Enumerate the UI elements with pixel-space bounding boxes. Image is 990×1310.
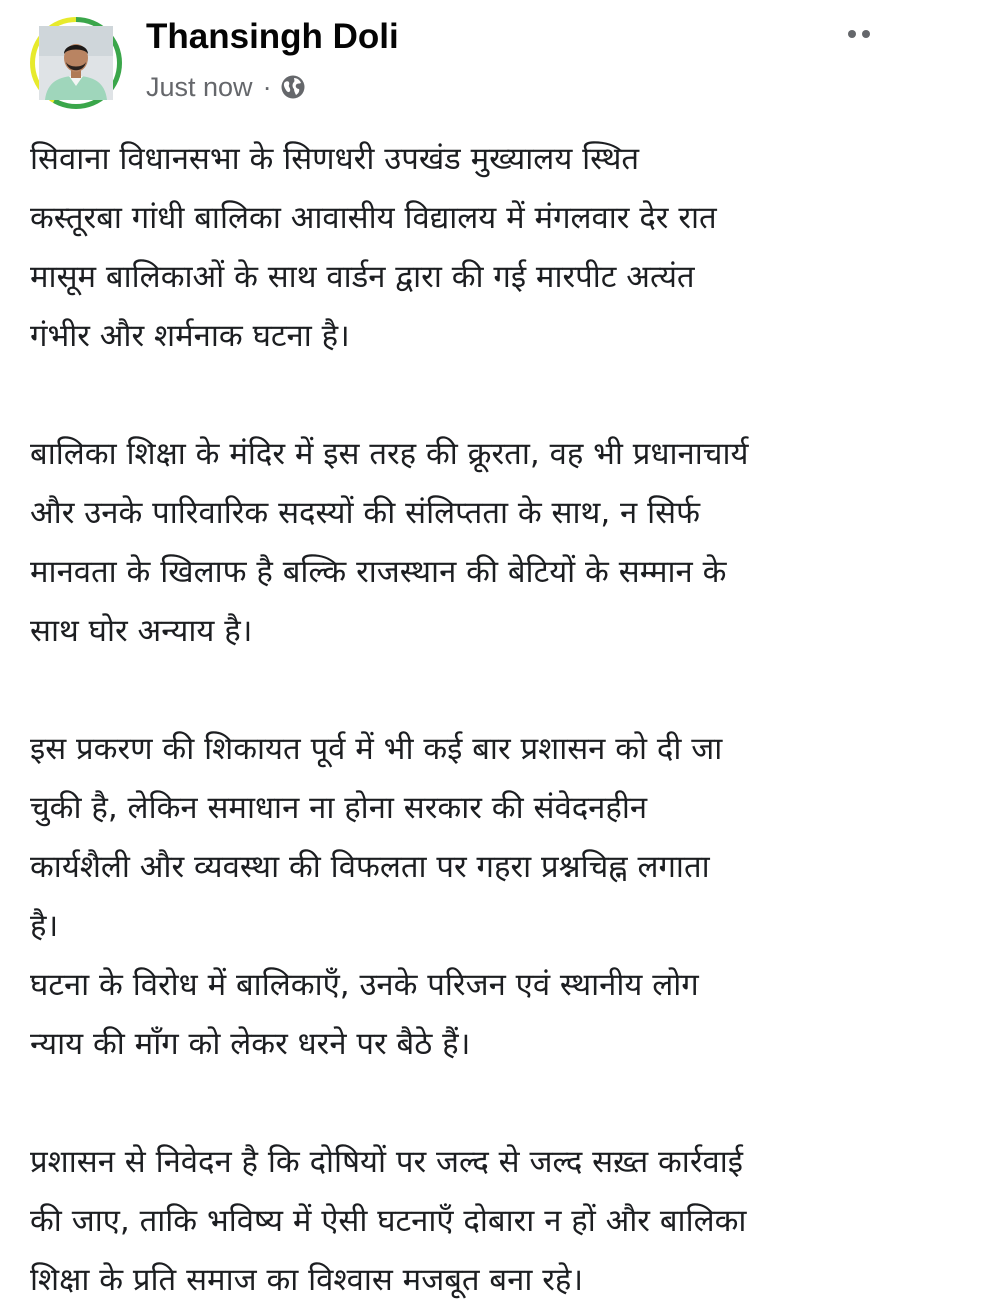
body-line: सिवाना विधानसभा के सिणधरी उपखंड मुख्यालय स्थित (30, 141, 640, 177)
post-header (0, 0, 873, 120)
body-line: घटना के विरोध में बालिकाएँ, उनके परिजन एवं स्थानीय लोग (30, 967, 699, 1003)
body-line: चुकी है, लेकिन समाधान ना होना सरकार की संवेदनहीन (30, 790, 648, 826)
avatar[interactable] (30, 17, 122, 109)
profile-photo-image (39, 26, 113, 100)
body-line: इस प्रकरण की शिकायत पूर्व में भी कई बार प्रशासन को दी जा (30, 731, 723, 767)
body-line: शिक्षा के प्रति समाज का विश्वास मजबूत बना रहे। (30, 1262, 584, 1298)
post-meta (146, 70, 306, 104)
body-line: गंभीर और शर्मनाक घटना है। (30, 318, 350, 354)
globe-icon[interactable] (280, 74, 306, 100)
body-line: है। (30, 908, 59, 944)
body-line: बालिका शिक्षा के मंदिर में इस तरह की क्रूरता, वह भी प्रधानाचार्य (30, 436, 749, 472)
author-name[interactable]: Thansingh Doli (146, 17, 399, 56)
post-body (30, 130, 990, 1310)
body-line: मासूम बालिकाओं के साथ वार्डन द्वारा की गई मारपीट अत्यंत (30, 259, 695, 295)
timestamp[interactable]: Just now (146, 71, 253, 102)
paragraph-gap (30, 366, 990, 425)
body-line: की जाए, ताकि भविष्य में ऐसी घटनाएँ दोबारा न हों और बालिका (30, 1203, 747, 1239)
more-dot (848, 30, 856, 38)
body-line: साथ घोर अन्याय है। (30, 613, 253, 649)
paragraph-gap (30, 661, 990, 720)
body-line: मानवता के खिलाफ है बल्कि राजस्थान की बेटियों के सम्मान के (30, 554, 727, 590)
meta-separator: · (262, 71, 272, 102)
body-line: कस्तूरबा गांधी बालिका आवासीय विद्यालय में मंगलवार देर रात (30, 200, 717, 236)
profile-photo (39, 26, 113, 100)
body-line: न्याय की माँग को लेकर धरने पर बैठे हैं। (30, 1026, 471, 1062)
more-dot (862, 30, 870, 38)
globe-icon-graphic (280, 74, 306, 100)
body-line: प्रशासन से निवेदन है कि दोषियों पर जल्द से जल्द सख़्त कार्रवाई (30, 1144, 743, 1180)
body-line: कार्यशैली और व्यवस्था की विफलता पर गहरा प्रश्नचिह्न लगाता (30, 849, 710, 885)
more-options-icon[interactable] (844, 24, 884, 44)
paragraph-gap (30, 1074, 990, 1133)
body-line: और उनके पारिवारिक सदस्यों की संलिप्तता के साथ, न सिर्फ (30, 495, 700, 531)
